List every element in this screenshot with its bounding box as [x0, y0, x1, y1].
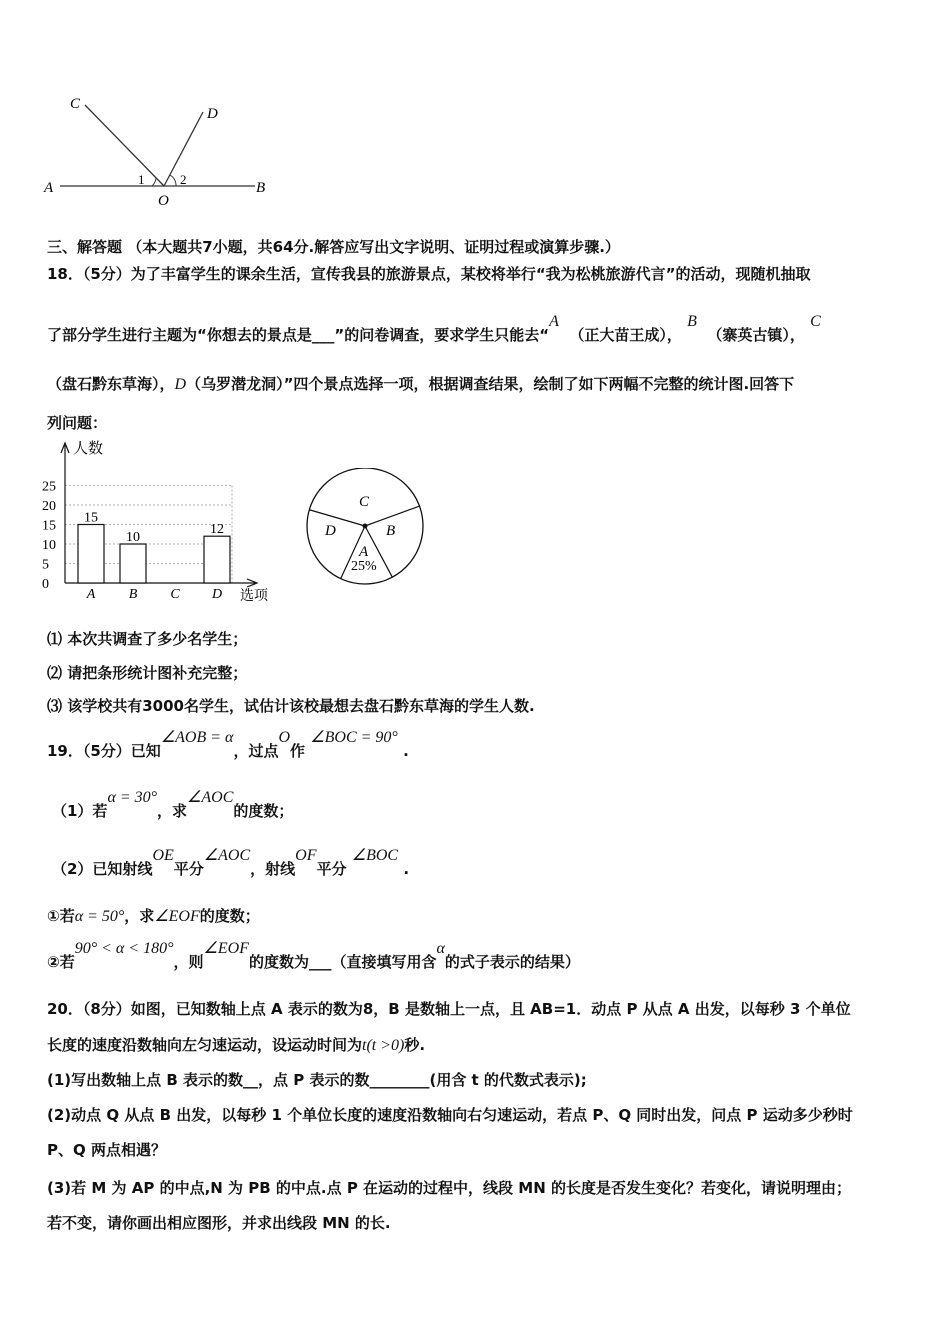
- pie-label-a: A: [359, 544, 369, 560]
- section-heading: 三、解答题 （本大题共7小题，共64分.解答应写出文字说明、证明过程或演算步骤.）: [47, 238, 620, 256]
- pie-center: [363, 524, 368, 529]
- q18-line1: 18．（5分）为了丰富学生的课余生活，宣传我县的旅游景点，某校将举行“我为松桃旅游代言”的活动，现随机抽取: [47, 265, 811, 283]
- q19-p2-b: 平分: [173, 860, 204, 878]
- bar-a: [78, 525, 104, 584]
- label-c: C: [70, 96, 81, 112]
- label-angle2: 2: [180, 172, 187, 187]
- data-label-d: 12: [210, 522, 224, 538]
- data-label-a: 15: [84, 510, 98, 526]
- y-tick-label: 5: [42, 557, 49, 573]
- q18-var-d: D: [174, 376, 187, 393]
- angle2-arc: [170, 175, 176, 186]
- pie-chart: [300, 468, 430, 598]
- y-tick-label: 25: [42, 479, 56, 495]
- x-tick-label-c: C: [170, 587, 180, 602]
- q19-stem-d: .: [403, 742, 409, 760]
- q20-line2-a: 长度的速度沿数轴向左匀速运动，设运动时间为: [47, 1036, 363, 1054]
- y-tick-label: 0: [42, 577, 49, 592]
- pie-annotation-a: 25%: [351, 559, 377, 574]
- q19-c1-expr: α = 50°: [74, 908, 125, 925]
- q18-var-a: A: [549, 313, 559, 330]
- q19-stem: [47, 729, 409, 761]
- q19-p1-a: （1）若: [52, 802, 108, 820]
- q19-case1: [47, 905, 260, 926]
- q20-line6: (3)若 M 为 AP 的中点,N 为 PB 的中点.点 P 在运动的过程中，线段 MN 的长度是否发生变化？若变化，请说明理由；: [47, 1179, 851, 1197]
- x-tick-label-b: B: [128, 587, 138, 602]
- q19-p2-a: （2）已知射线: [52, 860, 153, 878]
- angle1-arc: [152, 178, 156, 186]
- q19-p2-c: ，射线: [250, 860, 296, 878]
- q19-expr2: ∠BOC = 90°: [310, 729, 398, 746]
- q19-c1-eof: ∠EOF: [154, 908, 200, 925]
- q18-line4: 列问题：: [47, 414, 108, 432]
- x-axis-label: 选项: [240, 589, 268, 604]
- q20-line2-b: 秒.: [404, 1036, 426, 1054]
- q20-line3: (1)写出数轴上点 B 表示的数__，点 P 表示的数________(用含 t 的代数式表示);: [47, 1071, 587, 1089]
- q19-p1-expr2: ∠AOC: [187, 789, 234, 806]
- q20-line2-t: t(t >0): [362, 1037, 405, 1054]
- q19-c2-c: 的度数为___（直接填写用含: [248, 953, 437, 971]
- q19-c2-a: ②若: [47, 953, 75, 971]
- q18-var-b: B: [687, 313, 697, 330]
- x-tick-label-d: D: [211, 587, 223, 602]
- q19-c1-c: 的度数；: [199, 907, 260, 925]
- q18-line2-b: （正大苗王成），: [569, 326, 682, 344]
- q19-p2-oe: OE: [152, 847, 174, 864]
- q18-line2-a: 了部分学生进行主题为“你想去的景点是___”的问卷调查，要求学生只能去“: [47, 326, 550, 344]
- q19-p2-boc: ∠BOC: [351, 847, 399, 864]
- q20-line7: 若不变，请你画出相应图形，并求出线段 MN 的长.: [47, 1214, 391, 1232]
- q19-c2-alpha: α: [436, 940, 445, 957]
- q19-c2-b: ，则: [173, 953, 204, 971]
- q18-var-c: C: [810, 313, 821, 330]
- q18-sub1: ⑴ 本次共调查了多少名学生；: [47, 630, 248, 648]
- q18-sub2: ⑵ 请把条形统计图补充完整；: [47, 664, 248, 682]
- q19-c2-eof: ∠EOF: [203, 940, 249, 957]
- q20-line5: P、Q 两点相遇？: [47, 1141, 166, 1159]
- q19-expr1: ∠AOB = α: [160, 729, 234, 746]
- x-tick-label-a: A: [86, 587, 96, 602]
- q18-line3-a: （盘石黔东草海），: [47, 375, 175, 393]
- q19-p1-b: ，求: [157, 802, 188, 820]
- bar-d: [204, 536, 230, 583]
- y-tick-label: 15: [42, 518, 56, 534]
- q18-line3-b: （乌罗潜龙洞）”四个景点选择一项，根据调查结果，绘制了如下两幅不完整的统计图.回答下: [186, 375, 795, 393]
- q19-p2-of: OF: [295, 847, 317, 864]
- bar-chart: [40, 435, 285, 605]
- label-b: B: [256, 180, 266, 196]
- q19-stem-a: 19．（5分）已知: [47, 742, 161, 760]
- q20-line1: 20．（8分）如图，已知数轴上点 A 表示的数为8，B 是数轴上一点，且 AB=1．动点 P 从点 A 出发，以每秒 3 个单位: [47, 1000, 851, 1018]
- pie-label-d: D: [325, 523, 336, 539]
- label-angle1: 1: [138, 172, 145, 187]
- q19-part2: [52, 847, 410, 879]
- q18-line3: [47, 373, 794, 394]
- y-axis-label: 人数: [73, 441, 104, 457]
- y-tick-label: 10: [42, 538, 56, 553]
- q20-line2: [47, 1034, 425, 1055]
- q19-c1-b: ，求: [124, 907, 155, 925]
- q18-line2-c: （寨英古镇），: [707, 326, 805, 344]
- pie-label-b: B: [386, 523, 396, 539]
- q19-p2-aoc: ∠AOC: [203, 847, 251, 864]
- label-o: O: [158, 193, 169, 209]
- data-label-b: 10: [126, 530, 140, 545]
- q19-c1-a: ①若: [47, 907, 75, 925]
- q19-case2: [47, 940, 580, 972]
- q19-c2-expr: 90° < α < 180°: [74, 940, 174, 957]
- q18-line2: [47, 313, 821, 345]
- q19-stem-c: 作: [290, 742, 306, 760]
- label-d: D: [207, 106, 218, 122]
- q19-p1-expr1: α = 30°: [107, 789, 158, 806]
- angle-figure: [40, 90, 280, 215]
- y-tick-label: 20: [42, 499, 56, 514]
- pie-label-c: C: [359, 494, 370, 510]
- ray-oc: [85, 105, 164, 186]
- q19-part1: [52, 789, 294, 821]
- label-a: A: [44, 180, 54, 196]
- q19-p2-d: 平分: [316, 860, 347, 878]
- q19-stem-b: ，过点: [233, 742, 279, 760]
- bar-b: [120, 544, 146, 583]
- q19-p2-e: .: [403, 860, 410, 878]
- q18-sub3: ⑶ 该学校共有3000名学生，试估计该校最想去盘石黔东草海的学生人数.: [47, 697, 535, 715]
- q19-point-o: O: [278, 729, 291, 746]
- q19-p1-c: 的度数；: [233, 802, 294, 820]
- q20-line4: (2)动点 Q 从点 B 出发，以每秒 1 个单位长度的速度沿数轴向右匀速运动，若点 P、Q 同时出发，问点 P 运动多少秒时: [47, 1106, 853, 1124]
- q19-c2-d: 的式子表示的结果）: [444, 953, 580, 971]
